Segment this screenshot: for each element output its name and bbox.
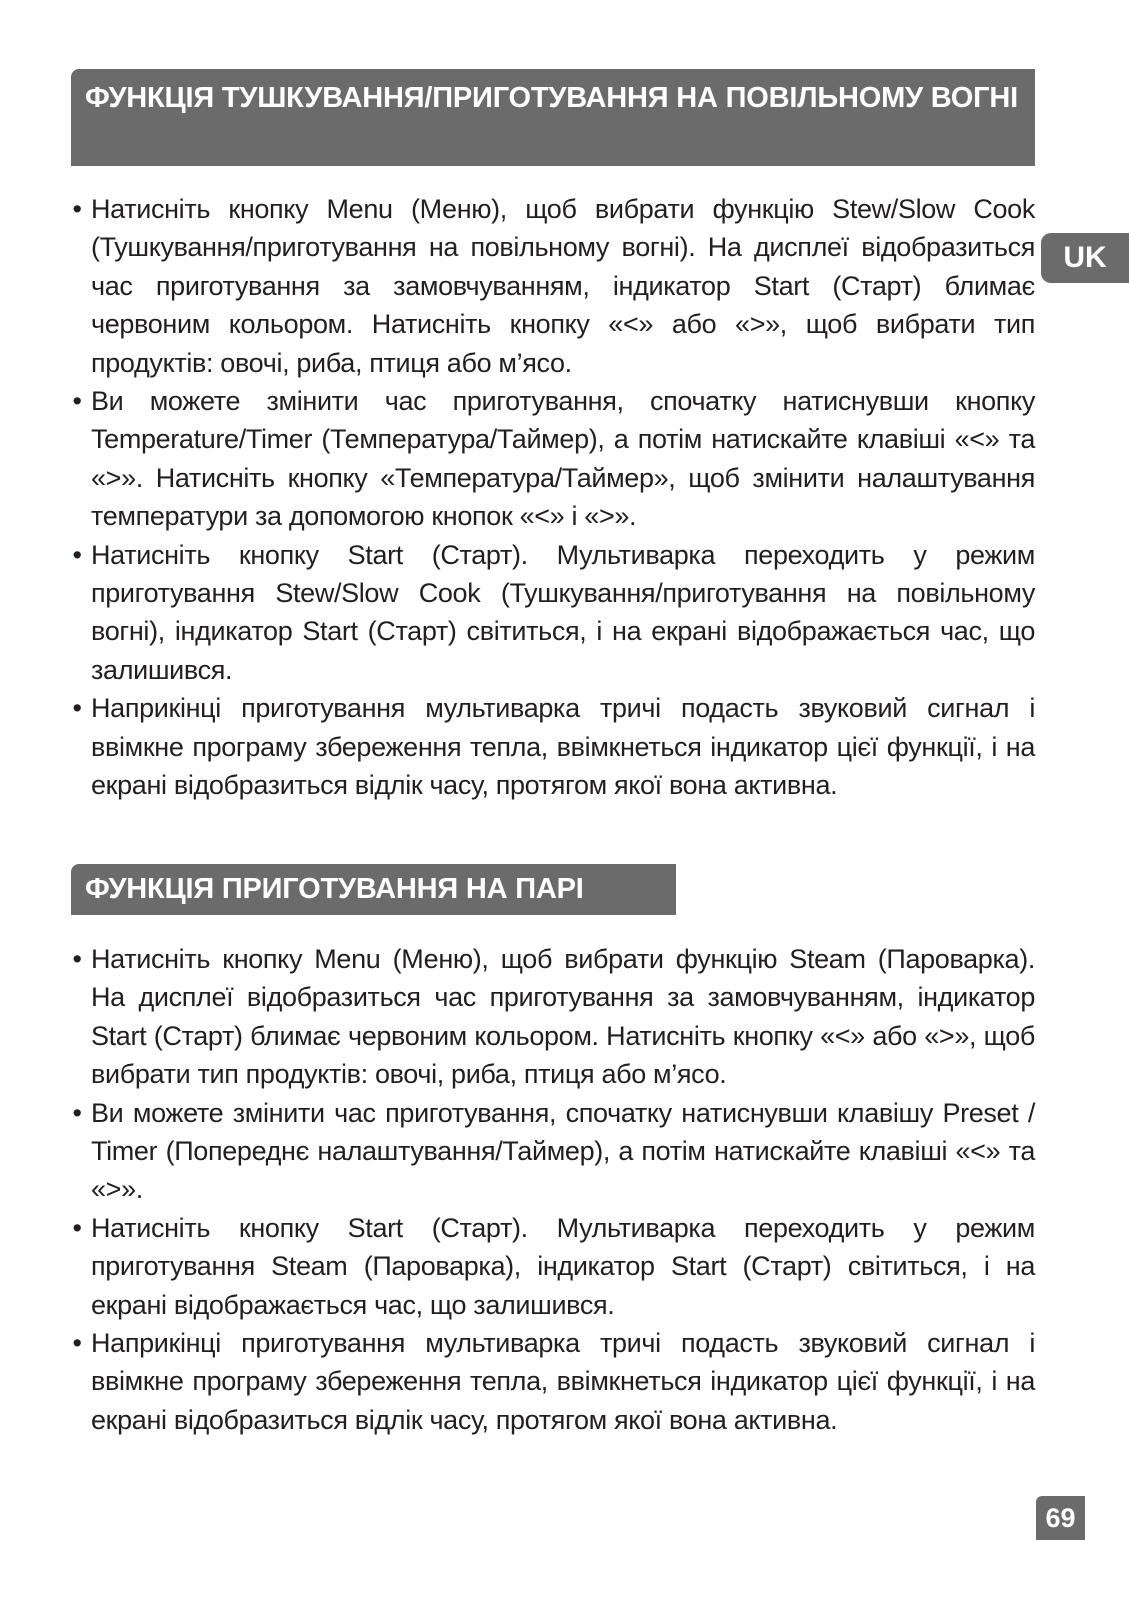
list-item xyxy=(71,1324,1035,1439)
bullet-icon: • xyxy=(72,1328,82,1359)
list-item-text: Наприкінці приготування мультиварка тричі подасть звуковий сигнал і ввімкне програму збереження тепла, ввімкнеться індикатор цієї функції, і на екрані відобразиться відлік часу, протягом якої вона активна. xyxy=(91,693,1035,801)
language-tab: UK xyxy=(1041,233,1129,283)
bullet-icon: • xyxy=(72,944,82,974)
list-item xyxy=(71,190,1035,382)
list-item-text: Натисніть кнопку Menu (Меню), щоб вибрати функцію Stew/Slow Cook (Тушкування/приготування на повільному вогні). На дисплеї відобразиться час приготування за замовчуванням, індикатор Start (Старт) блимає червоним кольором. Натисніть кнопку «<» або «>», щоб вибрати тип продуктів: овочі, риба, птиця або м’ясо. xyxy=(91,194,1035,378)
list-item-text: Ви можете змінити час приготування, спочатку натиснувши клавішу Preset / Timer (Попереднє налаштування/Таймер), а потім натискайте клавіші «<» та «>». xyxy=(91,1097,1035,1205)
list-item xyxy=(71,1209,1035,1324)
list-item-text: Ви можете змінити час приготування, спочатку натиснувши кнопку Temperature/Timer (Температура/Таймер), а потім натискайте клавіші «<» та «>». Натисніть кнопку «Температура/Таймер», щоб змінити налаштування температури за допомогою кнопок «<» і «>». xyxy=(91,386,1035,532)
list-item xyxy=(71,940,1035,1094)
section-heading-steam: ФУНКЦІЯ ПРИГОТУВАННЯ НА ПАРІ xyxy=(71,864,676,915)
instructions-list-stew xyxy=(71,190,1035,805)
list-item-text: Наприкінці приготування мультиварка тричі подасть звуковий сигнал і ввімкне програму збереження тепла, ввімкнеться індикатор цієї функції, і на екрані відобразиться відлік часу, протягом якої вона активна. xyxy=(91,1328,1035,1435)
list-item-text: Натисніть кнопку Start (Старт). Мультиварка переходить у режим приготування Steam (Пароварка), індикатор Start (Старт) світиться, і на екрані відображається час, що залишився. xyxy=(91,1212,1035,1320)
bullet-icon: • xyxy=(72,386,82,417)
list-item xyxy=(71,536,1035,690)
bullet-icon: • xyxy=(72,194,82,224)
bullet-icon: • xyxy=(72,693,82,724)
list-item xyxy=(71,382,1035,536)
bullet-icon: • xyxy=(72,539,82,570)
page-number: 69 xyxy=(1036,1496,1085,1540)
list-item xyxy=(71,689,1035,804)
list-item xyxy=(71,1094,1035,1209)
bullet-icon: • xyxy=(72,1097,82,1128)
list-item-text: Натисніть кнопку Menu (Меню), щоб вибрати функцію Steam (Пароварка). На дисплеї відобразиться час приготування за замовчуванням, індикатор Start (Старт) блимає червоним кольором. Натисніть кнопку «<» або «>», щоб вибрати тип продуктів: овочі, риба, птиця або м’ясо. xyxy=(91,944,1035,1090)
section-heading-stew: ФУНКЦІЯ ТУШКУВАННЯ/ПРИГОТУВАННЯ НА ПОВІЛЬНОМУ ВОГНІ xyxy=(71,69,1035,166)
bullet-icon: • xyxy=(72,1212,82,1243)
list-item-text: Натисніть кнопку Start (Старт). Мультиварка переходить у режим приготування Stew/Slow Cook (Тушкування/приготування на повільному вогні), індикатор Start (Старт) світиться, і на екрані відображається час, що залишився. xyxy=(91,539,1035,685)
instructions-list-steam xyxy=(71,940,1035,1439)
